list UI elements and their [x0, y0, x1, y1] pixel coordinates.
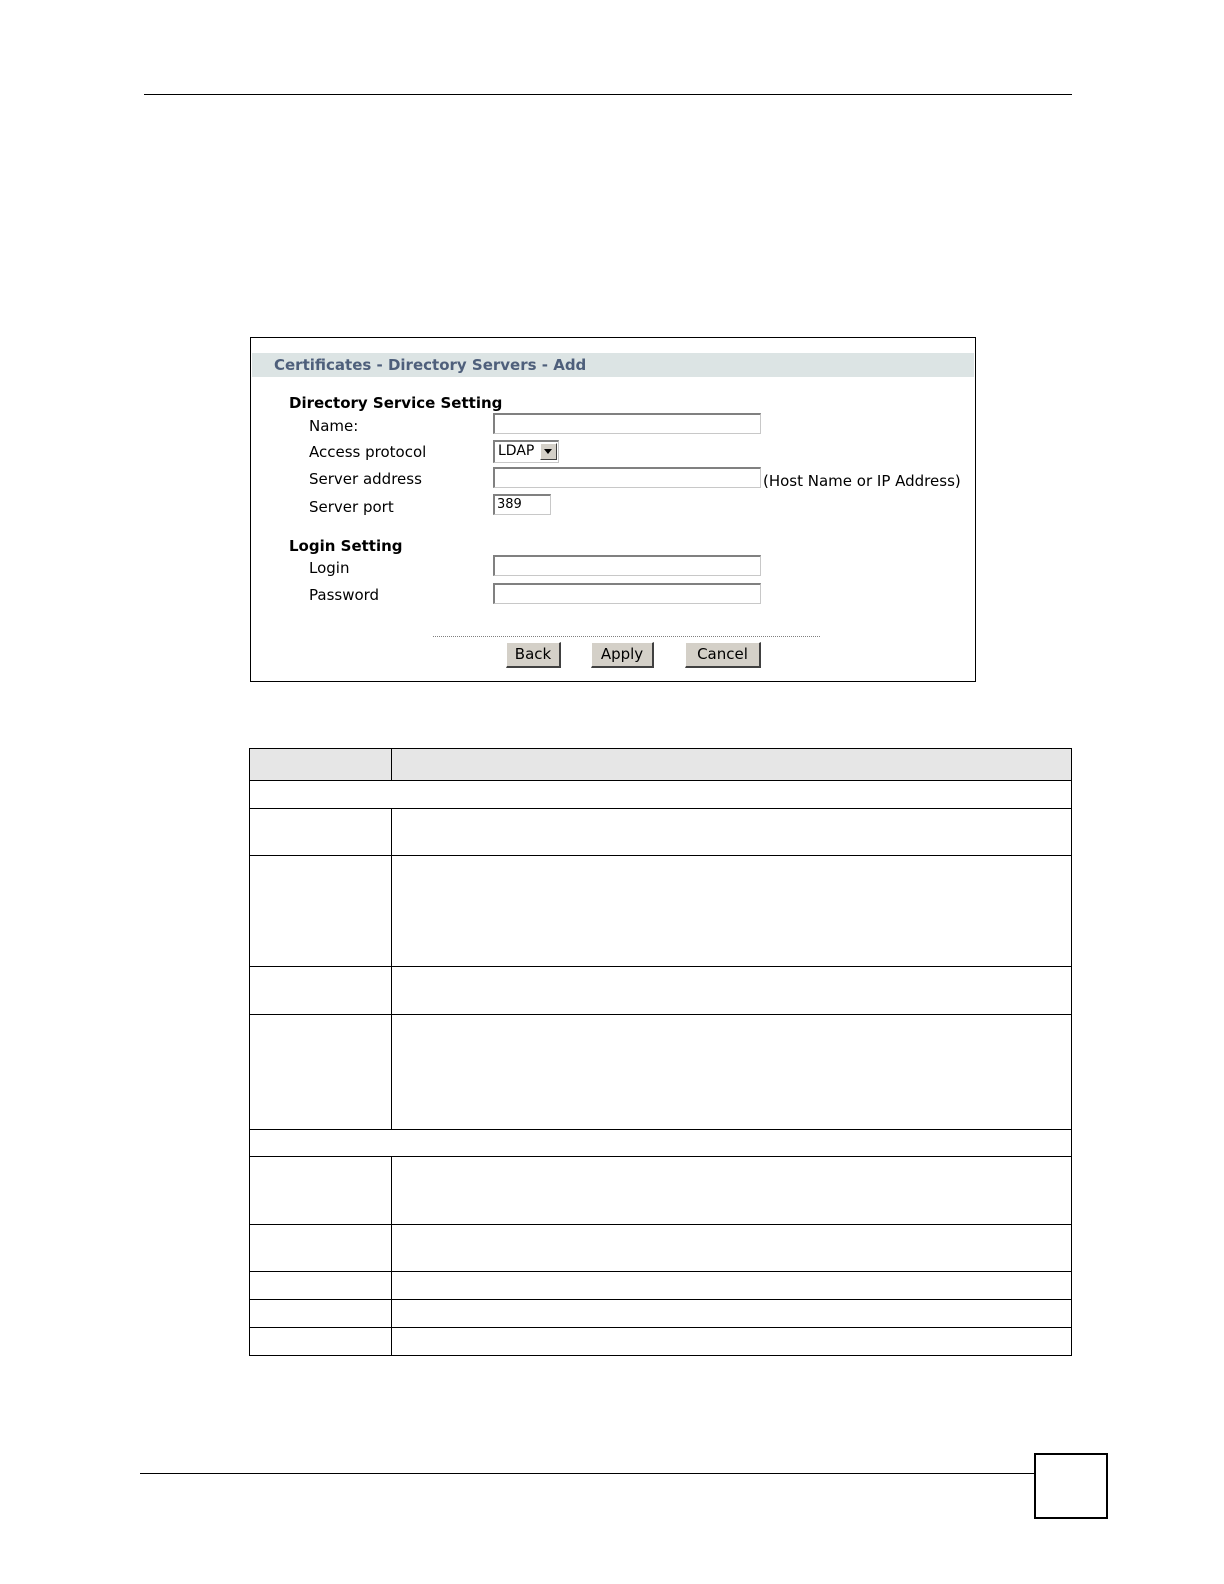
table-row [250, 1225, 1072, 1272]
access-protocol-label: Access protocol [309, 443, 427, 461]
panel-title-bar [252, 353, 974, 377]
chevron-down-icon[interactable] [540, 443, 557, 460]
footer-rule [140, 1473, 1036, 1474]
table-cell-label [250, 1157, 392, 1225]
table-header-cell-description [392, 749, 1072, 781]
access-protocol-select[interactable] [493, 440, 559, 463]
table-section-row [250, 1130, 1072, 1157]
table-cell-description [392, 1157, 1072, 1225]
name-input[interactable] [493, 413, 761, 434]
server-port-input[interactable]: 389 [493, 494, 551, 515]
table-cell-description [392, 1225, 1072, 1272]
table-section-cell [250, 781, 1072, 809]
table-row [250, 809, 1072, 856]
cancel-button[interactable]: Cancel [685, 642, 761, 668]
password-input[interactable] [493, 583, 761, 604]
directory-server-add-panel [250, 337, 976, 682]
table-cell-description [392, 1015, 1072, 1130]
table-cell-description [392, 1300, 1072, 1328]
table-header-row [250, 749, 1072, 781]
directory-service-heading: Directory Service Setting [289, 394, 503, 412]
table-cell-label [250, 1300, 392, 1328]
table-cell-description [392, 1328, 1072, 1356]
login-setting-heading: Login Setting [289, 537, 403, 555]
table-row [250, 1157, 1072, 1225]
back-button[interactable]: Back [506, 642, 561, 668]
table-cell-label [250, 1225, 392, 1272]
password-label: Password [309, 586, 380, 604]
page-number-box [1034, 1453, 1108, 1519]
table-cell-label [250, 967, 392, 1015]
header-rule [144, 94, 1072, 95]
panel-title: Certificates - Directory Servers - Add [274, 356, 587, 374]
table-cell-label [250, 1328, 392, 1356]
table-cell-description [392, 856, 1072, 967]
table-cell-label [250, 1015, 392, 1130]
server-port-label: Server port [309, 498, 394, 516]
field-description-table [249, 748, 1072, 1356]
table-row [250, 967, 1072, 1015]
table-row [250, 1272, 1072, 1300]
table-row [250, 1300, 1072, 1328]
server-address-hint: (Host Name or IP Address) [763, 472, 961, 490]
table-cell-label [250, 1272, 392, 1300]
table-header-cell-label [250, 749, 392, 781]
name-label: Name: [309, 417, 359, 435]
table-row [250, 856, 1072, 967]
table-cell-description [392, 809, 1072, 856]
table-cell-description [392, 967, 1072, 1015]
table-row [250, 1328, 1072, 1356]
table-cell-label [250, 856, 392, 967]
table-cell-label [250, 809, 392, 856]
server-address-input[interactable] [493, 467, 761, 488]
access-protocol-value: LDAP [498, 443, 535, 459]
apply-button[interactable]: Apply [591, 642, 654, 668]
login-label: Login [309, 559, 350, 577]
table-cell-description [392, 1272, 1072, 1300]
table-row [250, 1015, 1072, 1130]
login-input[interactable] [493, 555, 761, 576]
table-section-cell [250, 1130, 1072, 1157]
table-section-row [250, 781, 1072, 809]
button-separator [433, 636, 820, 637]
server-address-label: Server address [309, 470, 422, 488]
